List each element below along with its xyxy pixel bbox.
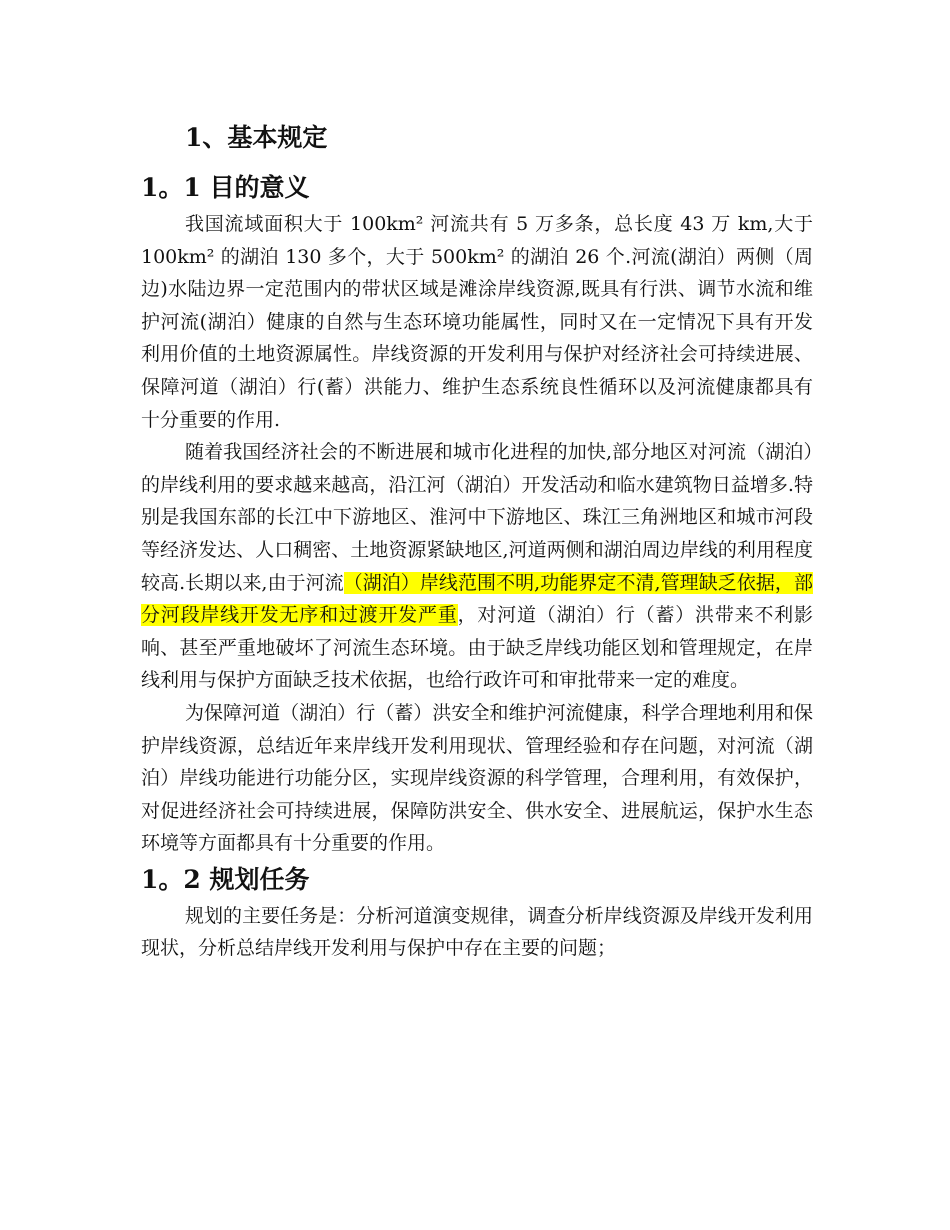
paragraph-text: 随着我国经济社会的不断进展和城市化进程的加快,部分地区对河流（湖泊）的岸线利用的要求越来越高，沿江河（湖泊）开发活动和临水建筑物日益增多.特别是我国东部的长江中下游地区、淮河中下游地区、珠江三角洲地区和城市河段等经济发达、人口稠密、土地资源紧缺地区,河道两侧和湖泊周边岸线的利用程度较高.长期以来,由于河流 — [141, 441, 813, 594]
section-heading-tasks: 1。2 规划任务 — [141, 864, 310, 894]
paragraph-purpose-1: 我国流域面积大于 100km² 河流共有 5 万多条，总长度 43 万 km,大于 100km² 的湖泊 130 多个，大于 500km² 的湖泊 26 个.河流(湖泊）两侧（周边)水陆边界一定范围内的带状区域是滩涂岸线资源,既具有行洪、调节水流和维护河流(湖泊）健康的自然与生态环境功能属性，同时又在一定情况下具有开发利用价值的土地资源属性。岸线资源的开发利用与保护对经济社会可持续进展、保障河道（湖泊）行(蓄）洪能力、维护生态系统良性循环以及河流健康都具有十分重要的作用. — [141, 213, 813, 431]
highlighted-text: （湖泊）岸线范围不明,功能界定不清,管理缺乏依据，部分河段岸线开发无序和过渡开发严重 — [141, 571, 813, 627]
paragraph-purpose-2 — [141, 436, 813, 697]
paragraph-tasks-1: 规划的主要任务是：分析河道演变规律，调查分析岸线资源及岸线开发利用现状，分析总结岸线开发利用与保护中存在主要的问题； — [141, 904, 813, 960]
paragraph-text: ，对河道（湖泊）行（蓄）洪带来不利影响、甚至严重地破坏了河流生态环境。由于缺乏岸线功能区划和管理规定，在岸线利用与保护方面缺乏技术依据，也给行政许可和审批带来一定的难度。 — [141, 604, 813, 692]
chapter-heading: 1、基本规定 — [185, 123, 328, 152]
document-body — [141, 118, 813, 965]
section-heading-purpose: 1。1 目的意义 — [141, 173, 310, 202]
paragraph-purpose-3: 为保障河道（湖泊）行（蓄）洪安全和维护河流健康，科学合理地利用和保护岸线资源，总结近年来岸线开发利用现状、管理经验和存在问题，对河流（湖泊）岸线功能进行功能分区，实现岸线资源的科学管理，合理利用，有效保护，对促进经济社会可持续进展，保障防洪安全、供水安全、进展航运，保护水生态环境等方面都具有十分重要的作用。 — [141, 701, 813, 855]
